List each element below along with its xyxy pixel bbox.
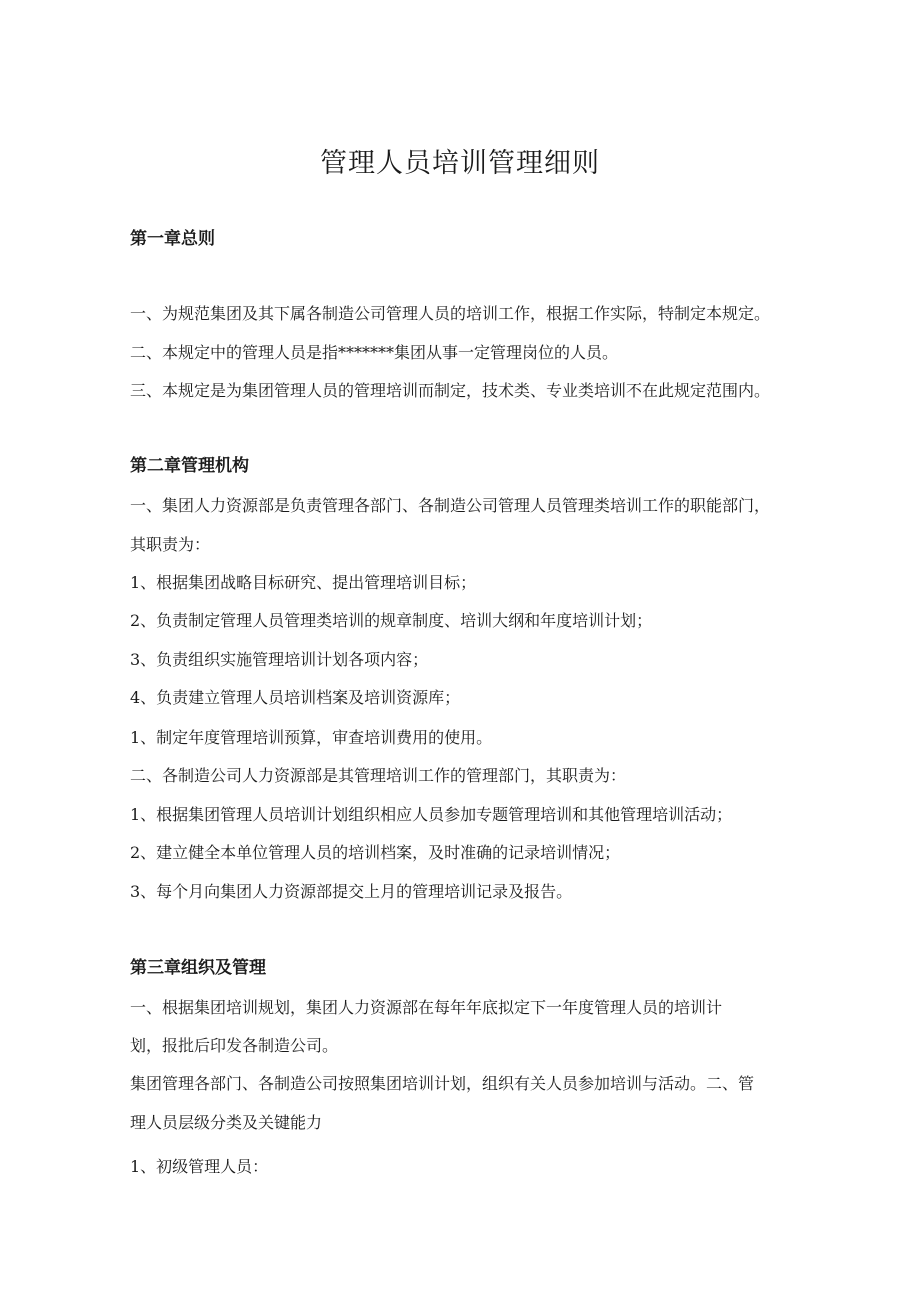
- chapter1-heading: 第一章总则: [130, 229, 215, 249]
- chapter2-list-item: 3、负责组织实施管理培训计划各项内容；: [130, 650, 429, 669]
- document-title: 管理人员培训管理细则: [320, 148, 600, 179]
- chapter3-list-item: 1、初级管理人员：: [130, 1157, 269, 1176]
- chapter1-paragraph: 二、本规定中的管理人员是指*******集团从事一定管理岗位的人员。: [130, 343, 619, 362]
- chapter2-paragraph: 二、各制造公司人力资源部是其管理培训工作的管理部门，其职责为：: [130, 766, 627, 785]
- chapter2-list-item: 1、制定年度管理培训预算，审查培训费用的使用。: [130, 728, 493, 747]
- chapter2-paragraph: 一、集团人力资源部是负责管理各部门、各制造公司管理人员管理类培训工作的职能部门，: [130, 496, 771, 515]
- chapter3-paragraph: 集团管理各部门、各制造公司按照集团培训计划，组织有关人员参加培训与活动。二、管: [130, 1074, 755, 1093]
- chapter2-list-item: 2、建立健全本单位管理人员的培训档案，及时准确的记录培训情况；: [130, 843, 621, 862]
- chapter1-paragraph: 一、为规范集团及其下属各制造公司管理人员的培训工作，根据工作实际，特制定本规定。: [130, 304, 771, 323]
- chapter2-list-item: 2、负责制定管理人员管理类培训的规章制度、培训大纲和年度培训计划；: [130, 611, 653, 630]
- chapter2-list-item: 3、每个月向集团人力资源部提交上月的管理培训记录及报告。: [130, 882, 573, 901]
- chapter3-paragraph: 理人员层级分类及关键能力: [130, 1113, 323, 1132]
- chapter2-list-item: 1、根据集团管理人员培训计划组织相应人员参加专题管理培训和其他管理培训活动；: [130, 805, 733, 824]
- chapter1-paragraph: 三、本规定是为集团管理人员的管理培训而制定，技术类、专业类培训不在此规定范围内。: [130, 381, 771, 400]
- chapter2-heading: 第二章管理机构: [130, 456, 249, 476]
- chapter2-list-item: 1、根据集团战略目标研究、提出管理培训目标；: [130, 573, 477, 592]
- chapter3-paragraph: 划，报批后印发各制造公司。: [130, 1036, 339, 1055]
- chapter3-heading: 第三章组织及管理: [130, 958, 266, 978]
- chapter2-list-item: 4、负责建立管理人员培训档案及培训资源库；: [130, 688, 461, 707]
- chapter3-paragraph: 一、根据集团培训规划，集团人力资源部在每年年底拟定下一年度管理人员的培训计: [130, 998, 723, 1017]
- chapter2-paragraph: 其职责为：: [130, 535, 211, 554]
